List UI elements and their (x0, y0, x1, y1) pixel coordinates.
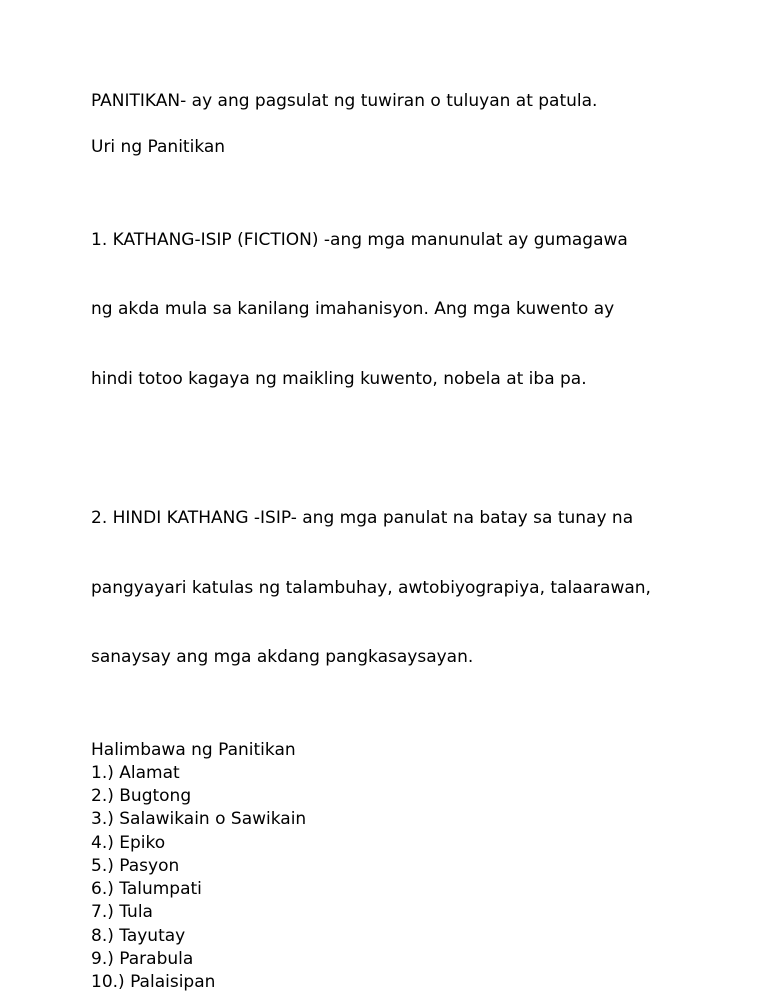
examples-heading: Halimbawa ng Panitikan (91, 739, 296, 760)
list-item: 8.) Tayutay (91, 925, 186, 946)
nonfiction-line: sanaysay ang mga akdang pangkasaysayan. (91, 647, 474, 668)
types-heading: Uri ng Panitikan (91, 137, 226, 158)
nonfiction-line: pangyayari katulas ng talambuhay, awtobiyograpiya, talaarawan, (91, 577, 651, 598)
examples-list (91, 762, 691, 994)
list-item: 1.) Alamat (91, 763, 180, 784)
document-body (91, 90, 691, 994)
list-item: 6.) Talumpati (91, 879, 202, 900)
list-item: 4.) Epiko (91, 832, 166, 853)
nonfiction-line: 2. HINDI KATHANG -ISIP- ang mga panulat na batay sa tunay na (91, 508, 634, 529)
list-item: 5.) Pasyon (91, 855, 180, 876)
fiction-line: ng akda mula sa kanilang imahanisyon. Ang mga kuwento ay (91, 299, 615, 320)
examples-section (91, 739, 691, 994)
fiction-line: 1. KATHANG-ISIP (FICTION) -ang mga manunulat ay gumagawa (91, 229, 628, 250)
nonfiction-paragraph (91, 461, 691, 716)
list-item: 2.) Bugtong (91, 786, 192, 807)
fiction-line: hindi totoo kagaya ng maikling kuwento, nobela at iba pa. (91, 369, 587, 390)
list-item: 3.) Salawikain o Sawikain (91, 809, 307, 830)
list-item: 7.) Tula (91, 902, 153, 923)
intro-paragraph: PANITIKAN- ay ang pagsulat ng tuwiran o tuluyan at patula. (91, 91, 598, 111)
fiction-paragraph (91, 182, 691, 437)
list-item: 10.) Palaisipan (91, 971, 216, 992)
list-item: 9.) Parabula (91, 948, 194, 969)
